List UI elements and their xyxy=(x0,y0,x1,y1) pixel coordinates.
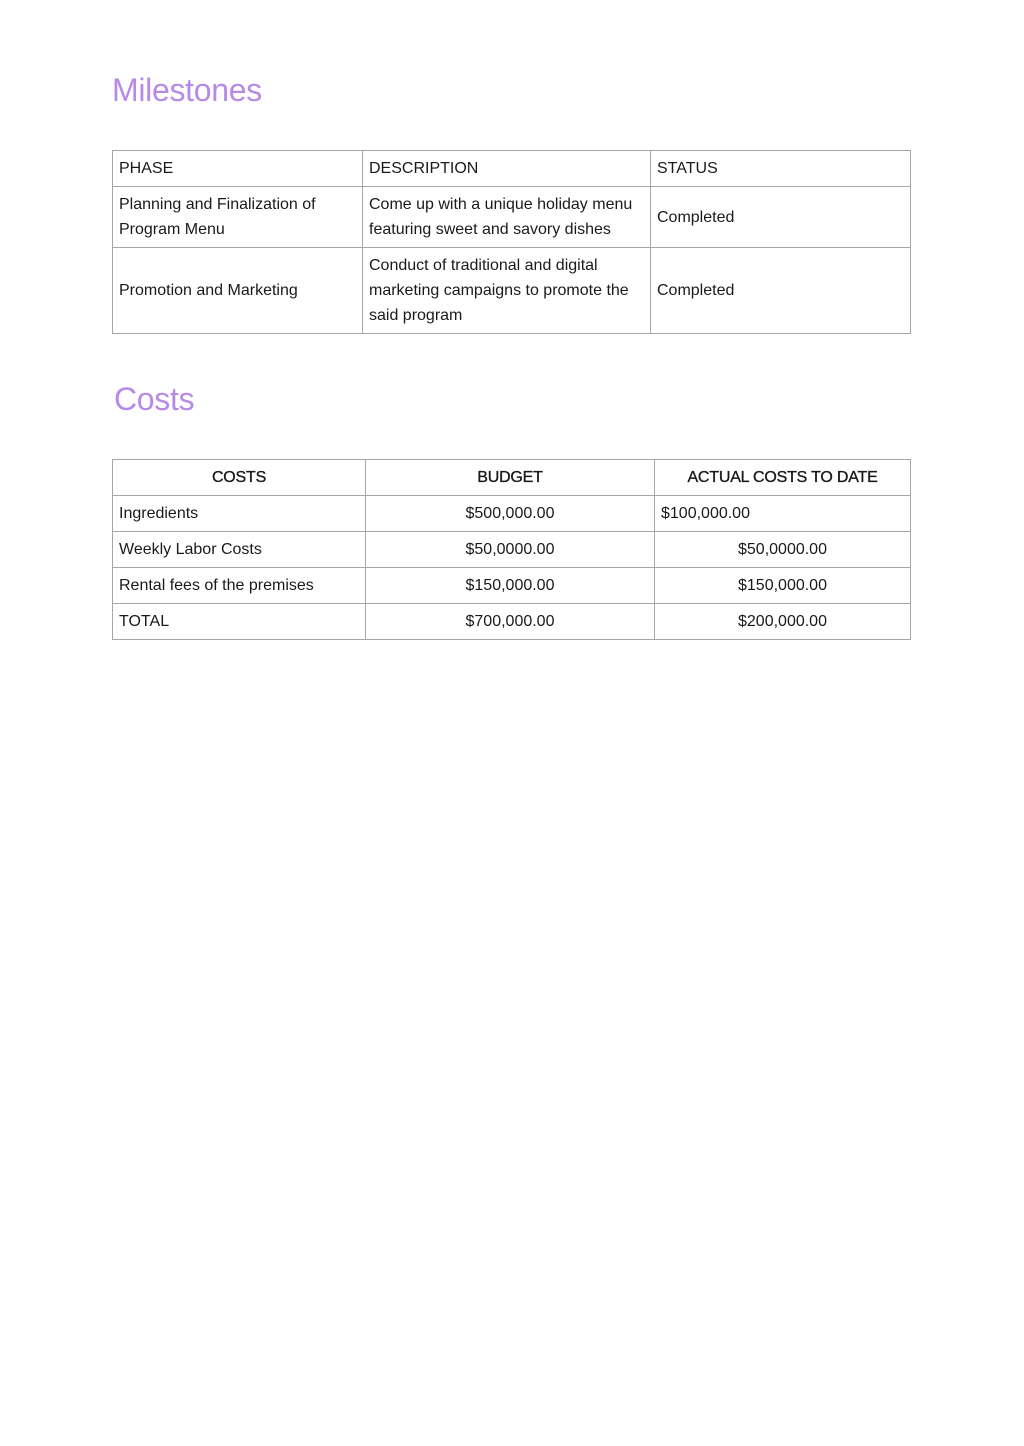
cost-item: Weekly Labor Costs xyxy=(113,532,366,568)
cost-budget: $50,0000.00 xyxy=(366,532,655,568)
milestone-phase: Promotion and Marketing xyxy=(113,248,363,334)
table-row xyxy=(113,532,911,568)
header-costs: COSTS xyxy=(113,460,366,496)
cost-budget: $150,000.00 xyxy=(366,568,655,604)
cost-item: Ingredients xyxy=(113,496,366,532)
milestone-status: Completed xyxy=(651,187,911,248)
cost-budget: $700,000.00 xyxy=(366,604,655,640)
milestones-header-row xyxy=(113,151,911,187)
header-actual-costs: ACTUAL COSTS TO DATE xyxy=(655,460,911,496)
cost-actual: $50,0000.00 xyxy=(655,532,911,568)
header-description: DESCRIPTION xyxy=(363,151,651,187)
costs-header-row xyxy=(113,460,911,496)
costs-heading: Costs xyxy=(114,381,195,417)
milestone-description: Conduct of traditional and digital marketing campaigns to promote the said program xyxy=(363,248,651,334)
table-row-total xyxy=(113,604,911,640)
milestones-table xyxy=(112,150,911,334)
cost-budget: $500,000.00 xyxy=(366,496,655,532)
cost-item: TOTAL xyxy=(113,604,366,640)
milestone-phase: Planning and Finalization of Program Menu xyxy=(113,187,363,248)
header-phase: PHASE xyxy=(113,151,363,187)
table-row xyxy=(113,248,911,334)
costs-table xyxy=(112,459,911,640)
header-status: STATUS xyxy=(651,151,911,187)
cost-actual: $150,000.00 xyxy=(655,568,911,604)
table-row xyxy=(113,187,911,248)
milestones-heading: Milestones xyxy=(112,72,262,108)
milestone-status: Completed xyxy=(651,248,911,334)
cost-actual: $200,000.00 xyxy=(655,604,911,640)
header-budget: BUDGET xyxy=(366,460,655,496)
table-row xyxy=(113,496,911,532)
cost-item: Rental fees of the premises xyxy=(113,568,366,604)
table-row xyxy=(113,568,911,604)
cost-actual: $100,000.00 xyxy=(655,496,911,532)
milestone-description: Come up with a unique holiday menu featuring sweet and savory dishes xyxy=(363,187,651,248)
